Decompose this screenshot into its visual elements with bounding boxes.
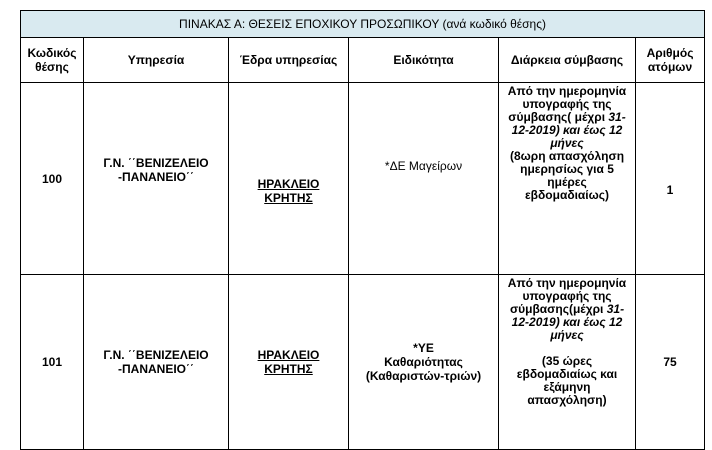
cell-count: 1 [636,83,705,275]
cell-specialty: *ΔΕ Μαγείρων [349,83,499,275]
cell-code: 100 [21,83,84,275]
cell-count: 75 [636,275,705,450]
header-code: Κωδικός θέσης [21,38,84,83]
header-specialty: Ειδικότητα [349,38,499,83]
cell-seat: ΗΡΑΚΛΕΙΟ ΚΡΗΤΗΣ [229,83,349,275]
header-duration: Διάρκεια σύμβασης [499,38,636,83]
table-row [21,275,705,450]
cell-duration: Από την ημερομηνία υπογραφής της σύμβασης(μέχρι 31- 12-2019) και έως 12 μήνες (35 ώρες εβδομαδιαίως και εξάμηνη απασχόληση) [499,275,636,450]
header-count: Αριθμός ατόμων [636,38,705,83]
document-page [20,10,704,450]
table-title: ΠΙΝΑΚΑΣ Α: ΘΕΣΕΙΣ ΕΠΟΧΙΚΟΥ ΠΡΟΣΩΠΙΚΟΥ (ανά κωδικό θέσης) [21,11,705,38]
cell-seat: ΗΡΑΚΛΕΙΟ ΚΡΗΤΗΣ [229,275,349,450]
cell-service: Γ.Ν. ΄΄ΒΕΝΙΖΕΛΕΙΟ -ΠΑΝΑΝΕΙΟ΄΄ [84,275,229,450]
cell-duration: Από την ημερομηνία υπογραφής της σύμβασης( μέχρι 31- 12-2019) και έως 12 μήνες (8ωρη απασχόληση ημερησίως για 5 ημέρες εβδομαδιαίως) [499,83,636,275]
positions-table [20,10,705,450]
header-service: Υπηρεσία [84,38,229,83]
header-seat: Έδρα υπηρεσίας [229,38,349,83]
cell-service: Γ.Ν. ΄΄ΒΕΝΙΖΕΛΕΙΟ -ΠΑΝΑΝΕΙΟ΄΄ [84,83,229,275]
cell-code: 101 [21,275,84,450]
cell-specialty: *ΥΕ Καθαριότητας (Καθαριστών-τριών) [349,275,499,450]
table-row [21,83,705,275]
